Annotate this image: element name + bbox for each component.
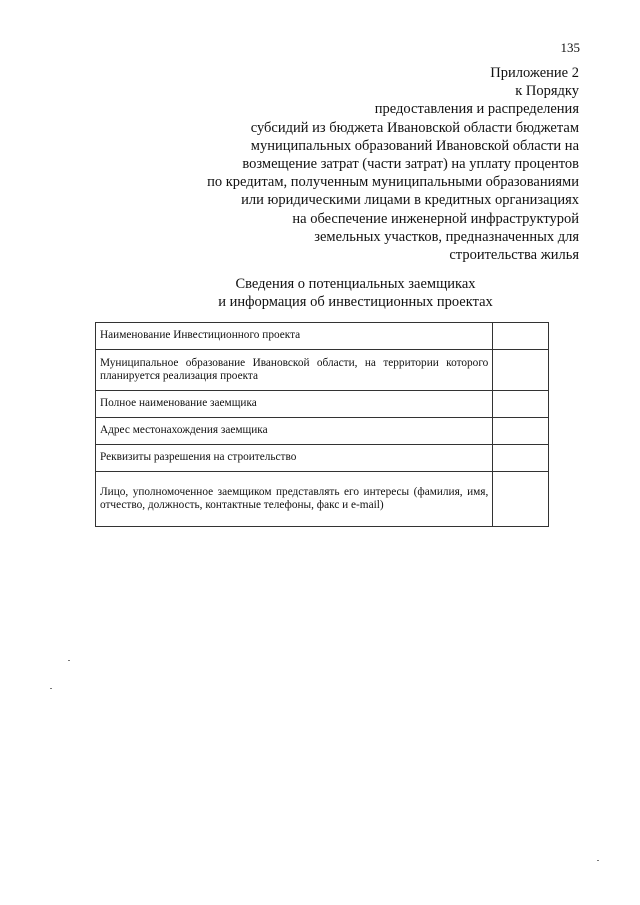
appendix-line: по кредитам, полученным муниципальными образованиями [207,174,579,191]
appendix-line: предоставления и распределения [374,101,579,118]
appendix-line: возмещение затрат (части затрат) на уплату процентов [242,156,579,173]
title-line: Сведения о потенциальных заемщиках [235,276,476,292]
row-label: Адрес местонахождения заемщика [96,418,493,445]
scan-speck [68,660,70,661]
document-title [150,276,561,311]
table-row [96,350,549,391]
appendix-line: к Порядку [515,83,579,100]
row-value-cell [493,445,549,472]
table-row [96,472,549,527]
scan-speck [50,688,52,689]
scan-speck [597,860,599,861]
row-label: Наименование Инвестиционного проекта [96,323,493,350]
appendix-line: земельных участков, предназначенных для [314,228,579,245]
row-value-cell [493,472,549,527]
row-label: Полное наименование заемщика [96,391,493,418]
table-row [96,445,549,472]
appendix-line: субсидий из бюджета Ивановской области бюджетам [250,119,579,136]
title-line: и информация об инвестиционных проектах [218,293,493,310]
table-row [96,418,549,445]
table-row [96,391,549,418]
row-value-cell [493,323,549,350]
borrower-info-table [95,322,549,527]
appendix-line: на обеспечение инженерной инфраструктурой [292,210,579,227]
row-label: Лицо, уполномоченное заемщиком представлять его интересы (фамилия, имя, отчество, должность, контактные телефоны, факс и e-mail) [96,472,493,527]
row-label: Реквизиты разрешения на строительство [96,445,493,472]
row-value-cell [493,391,549,418]
page-number: 135 [560,40,580,55]
row-value-cell [493,418,549,445]
row-value-cell [493,350,549,391]
appendix-header [150,64,579,264]
appendix-line: муниципальных образований Ивановской области на [250,137,579,154]
appendix-line: Приложение 2 [490,65,579,81]
appendix-line: или юридическими лицами в кредитных организациях [241,192,579,209]
row-label: Муниципальное образование Ивановской области, на территории которого планируется реализация проекта [96,350,493,391]
appendix-line: строительства жилья [449,247,579,264]
table-row [96,323,549,350]
